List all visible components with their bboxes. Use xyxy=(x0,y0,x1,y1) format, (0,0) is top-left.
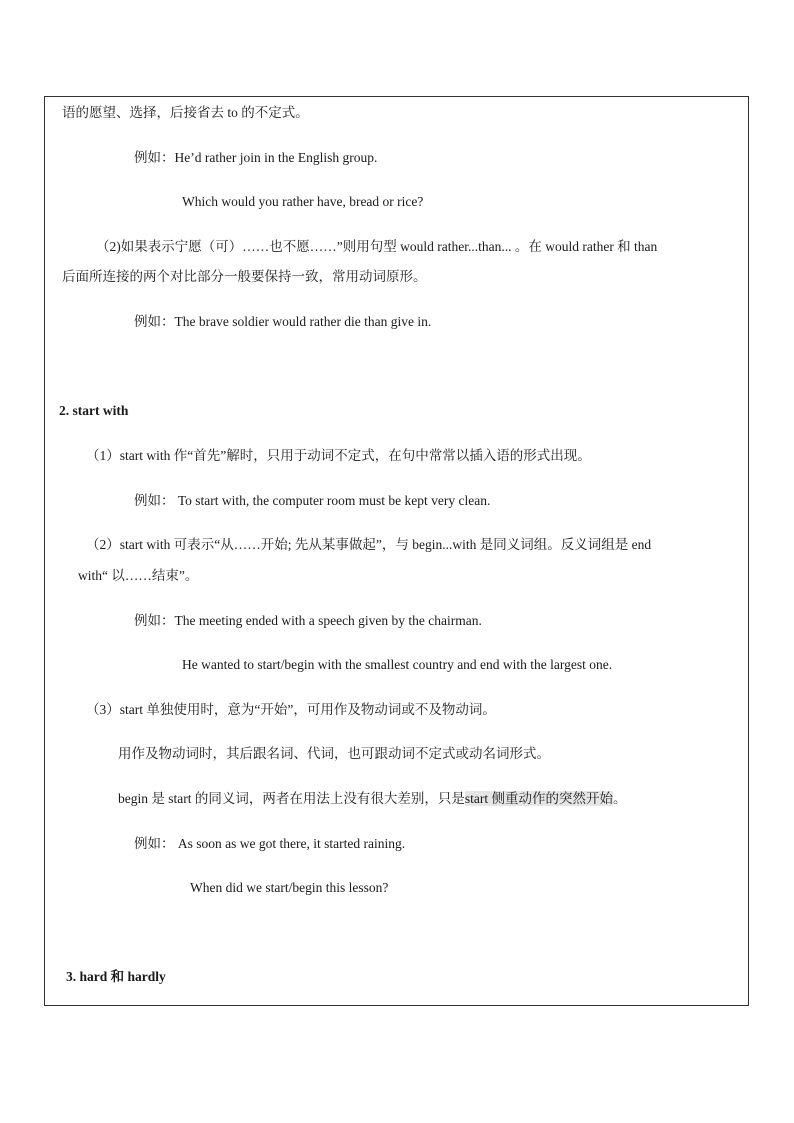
text-segment: begin 是 start 的同义词，两者在用法上没有很大差别，只是 xyxy=(118,791,465,806)
example-line: 例如： To start with, the computer room must be kept very clean. xyxy=(134,493,491,508)
section-heading-hard-hardly: 3. hard 和 hardly xyxy=(66,969,166,984)
example-line: Which would you rather have, bread or rice? xyxy=(182,194,424,209)
text-line: （1）start with 作“首先”解时，只用于动词不定式，在句中常常以插入语的形式出现。 xyxy=(86,448,591,463)
example-line: When did we start/begin this lesson? xyxy=(190,880,389,895)
example-line: 例如：The brave soldier would rather die than give in. xyxy=(134,314,432,329)
highlighted-text: start 侧重动作的突然开始 xyxy=(464,791,613,806)
example-line: 例如：The meeting ended with a speech given by the chairman. xyxy=(134,613,482,628)
text-line: 后面所连接的两个对比部分一般要保持一致，常用动词原形。 xyxy=(62,269,427,284)
text-line xyxy=(118,790,627,808)
text-line: （2）start with 可表示“从……开始; 先从某事做起”，与 begin...with 是同义词组。反义词组是 end xyxy=(86,537,652,552)
section-heading-start-with: 2. start with xyxy=(59,403,129,418)
text-line: with“ 以……结束”。 xyxy=(78,568,199,583)
text-line: 用作及物动词时，其后跟名词、代词，也可跟动词不定式或动名词形式。 xyxy=(118,746,550,761)
text-segment: 。 xyxy=(613,791,627,806)
text-line: （2)如果表示宁愿（可）……也不愿……”则用句型 would rather...than... 。在 would rather 和 than xyxy=(96,239,658,254)
example-line: 例如：He’d rather join in the English group. xyxy=(134,150,378,165)
example-line: He wanted to start/begin with the smallest country and end with the largest one. xyxy=(182,657,613,672)
text-line: 语的愿望、选择，后接省去 to 的不定式。 xyxy=(62,105,309,120)
text-line: （3）start 单独使用时，意为“开始”，可用作及物动词或不及物动词。 xyxy=(86,702,496,717)
example-line: 例如： As soon as we got there, it started raining. xyxy=(134,836,406,851)
